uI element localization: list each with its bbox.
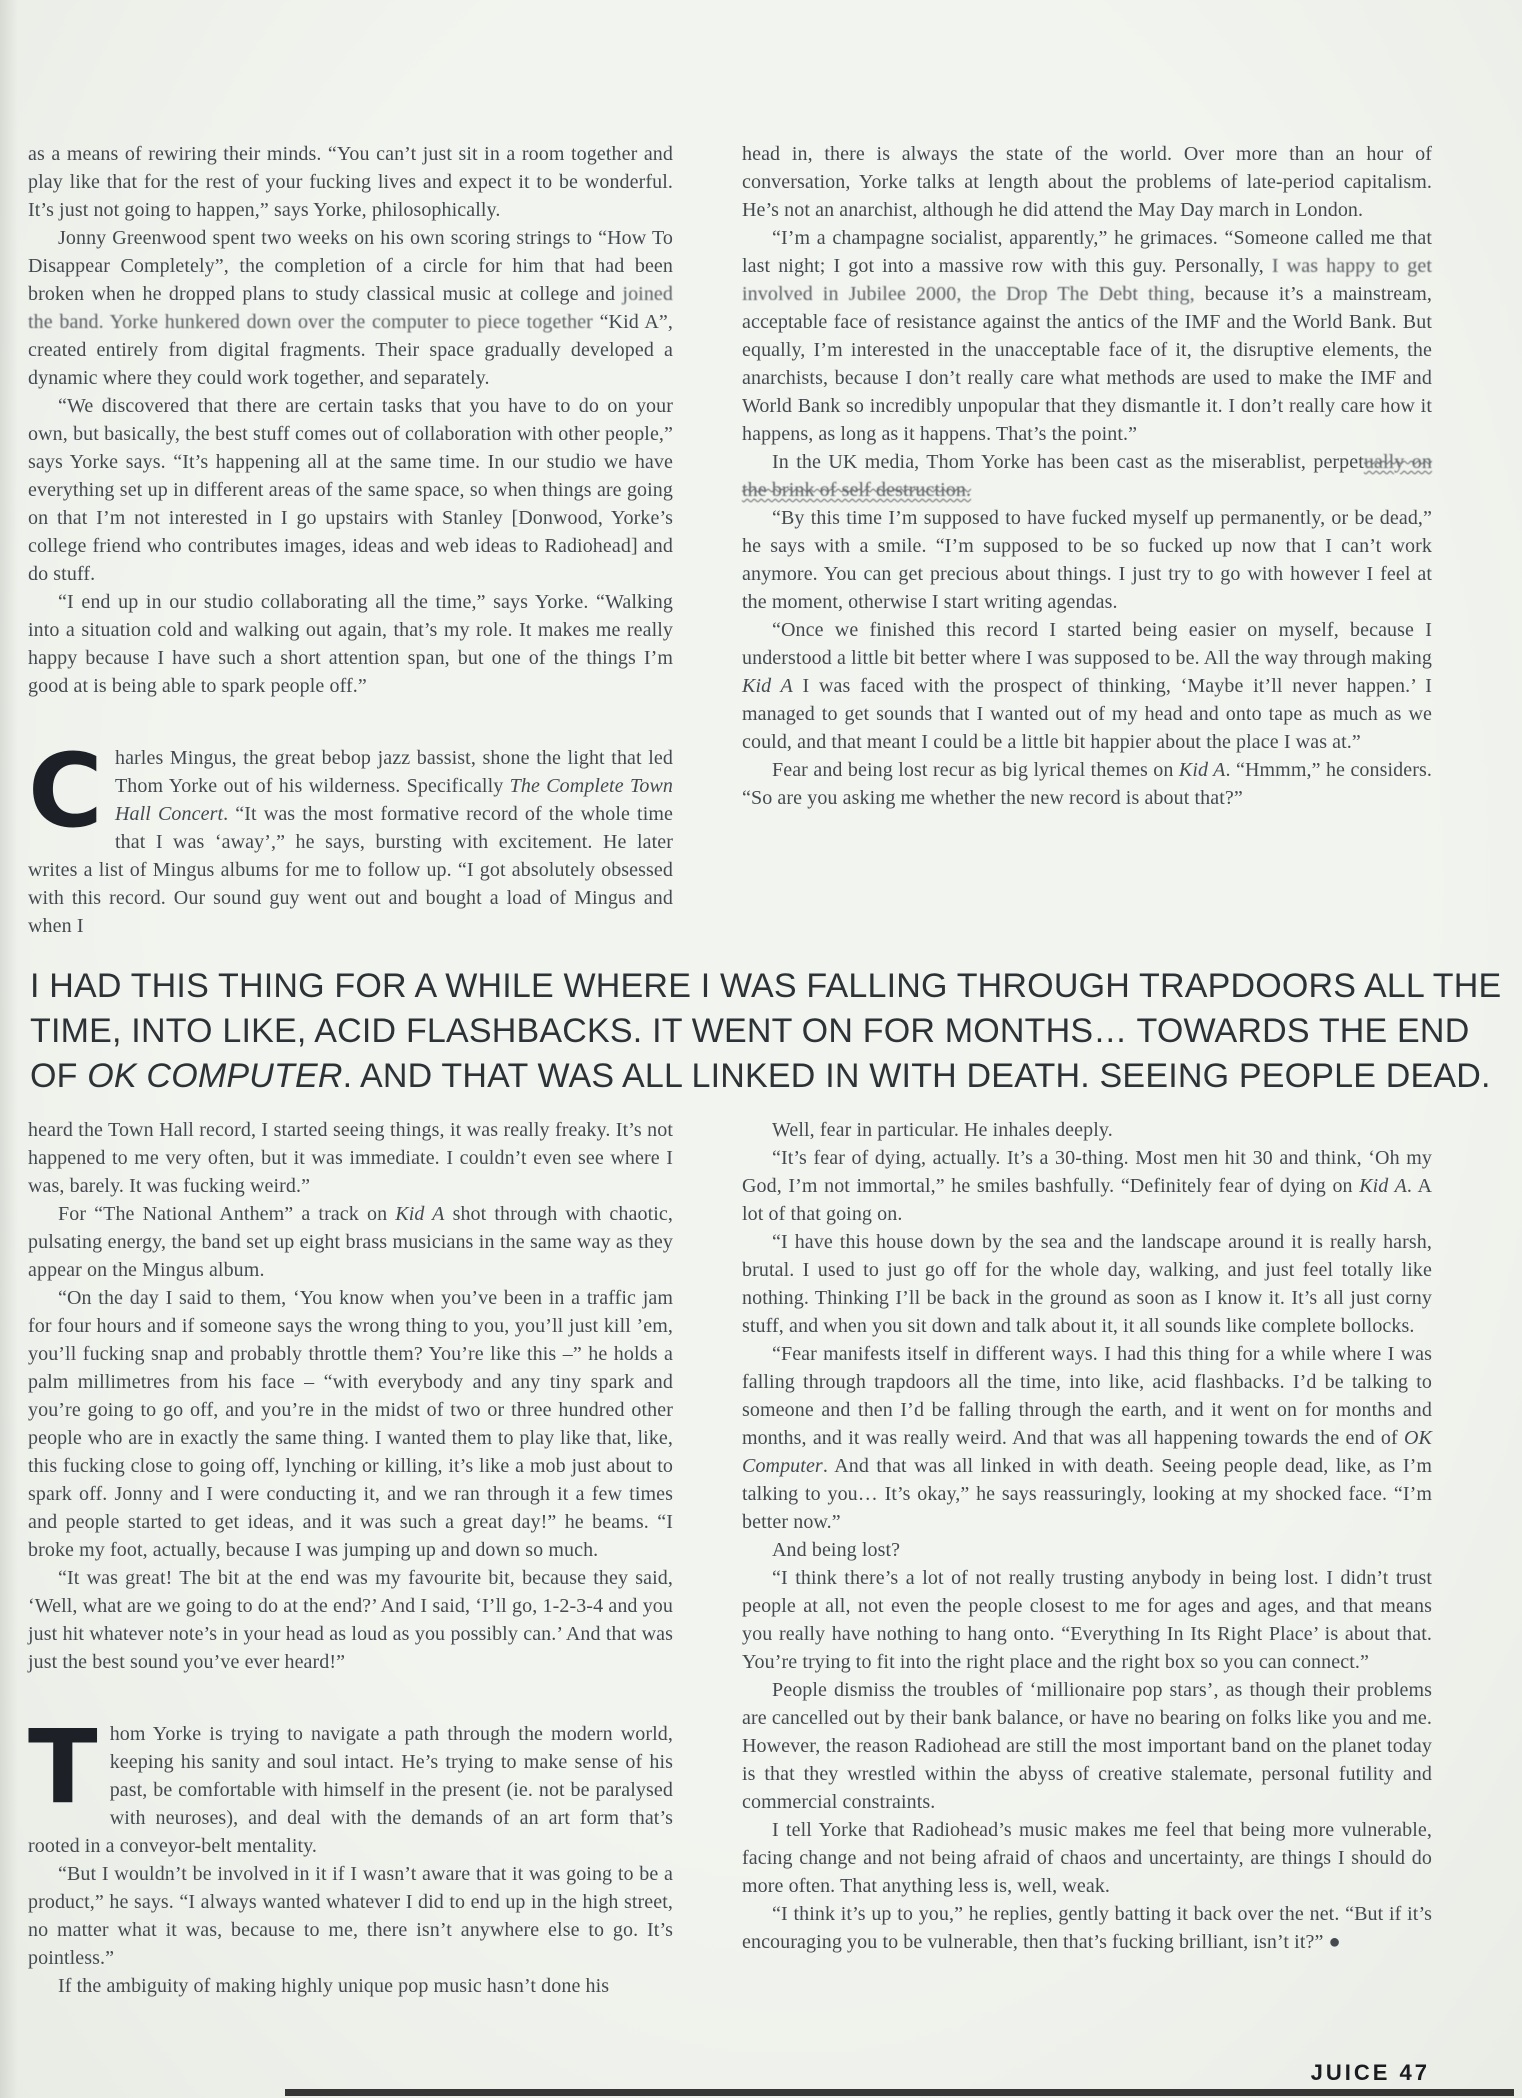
text-segment: “Fear manifests itself in different ways. I had this thing for a while where I was falling through trapdoors all the time, into like, acid flashbacks. I’d be talking to someone and then I’d be falling through the earth, and it went on for months and months, and it was really weird. And that was all happening towards the end of <box>742 1343 1432 1449</box>
paragraph <box>742 1116 1432 1144</box>
text-segment: “Kid A”, created entirely from digital fragments. Their space gradually developed a dynamic where they could work together, and separately. <box>28 311 673 389</box>
text-segment: “I think it’s up to you,” he replies, gently batting it back over the net. “But if it’s encouraging you to be vulnerable, then that’s fucking brilliant, isn’t it?” ● <box>742 1903 1432 1953</box>
article-column-bottom-right <box>742 1116 1432 1956</box>
paragraph <box>28 1972 673 2000</box>
text-segment: because it’s a mainstream, acceptable face of resistance against the antics of the IMF and the World Bank. But equally, I’m interested in the unacceptable face of it, the disruptive elements, the anarchists, because I don’t really care what methods are used to make the IMF and World Bank so incredibly unpopular that they dismantle it. I don’t really care how it happens, as long as it happens. That’s the point.” <box>742 283 1432 445</box>
text-segment: as a means of rewiring their minds. “You can’t just sit in a room together and play like that for the rest of your fucking lives and expect it to be wonderful. It’s just not going to happen,” says Yorke, philosophically. <box>28 143 673 221</box>
text-segment: I HAD THIS THING FOR A WHILE WHERE I WAS FALLING THROUGH TRAPDOORS ALL THE <box>30 967 1502 1005</box>
text-segment: joined the band. Yorke hunkered down over the computer to piece together <box>28 283 673 333</box>
paragraph <box>742 1536 1432 1564</box>
text-segment: “By this time I’m supposed to have fucked myself up permanently, or be dead,” he says with a smile. “I’m supposed to be so fucked up now that I can’t work anymore. You can get precious about things. I just try to go with however I feel at the moment, otherwise I start writing agendas. <box>742 507 1432 613</box>
article-column-top-left <box>28 140 673 940</box>
text-segment: . AND THAT WAS ALL LINKED IN WITH DEATH. SEEING PEOPLE DEAD. <box>342 1057 1491 1095</box>
article-section <box>742 140 1432 812</box>
text-segment: . “Hmmm,” he considers. “So are you asking me whether the new record is about that?” <box>742 759 1432 809</box>
article-section-dropcap <box>28 732 673 940</box>
paragraph <box>28 140 673 224</box>
pull-quote-line <box>30 1009 1502 1054</box>
article-section-dropcap <box>28 1708 673 2000</box>
paragraph <box>28 1116 673 1200</box>
text-segment: Fear and being lost recur as big lyrical themes on <box>772 759 1179 781</box>
page-number: JUICE 47 <box>1310 2060 1430 2085</box>
text-segment: If the ambiguity of making highly unique pop music hasn’t done his <box>58 1975 610 1997</box>
text-segment: “On the day I said to them, ‘You know when you’ve been in a traffic jam for four hours and if someone says the wrong thing to you, you’ll just kill ’em, you’ll fucking snap and probably throttle them? You’re like this –” he holds a palm millimetres from his face – “with everybody and any tiny spark and you’re going to go off, and you’re in the midst of two or three hundred other people who are in exactly the same thing. I wanted them to play like that, like, this fucking close to going off, lynching or killing, it’s like a mob just about to spark off. Jonny and I were conducting it, and we ran through it a few times and people started to get ideas, and it was such a great day!” he beams. “I broke my foot, actually, because I was jumping up and down so much. <box>28 1287 673 1561</box>
scan-edge-shadow <box>0 0 18 2098</box>
text-segment: “It was great! The bit at the end was my favourite bit, because they said, ‘Well, what are we going to do at the end?’ And I said, ‘I’ll go, 1-2-3-4 and you just hit whatever note’s in your head as loud as you possibly can.’ And that was just the best sound you’ve ever heard!” <box>28 1567 673 1673</box>
paragraph <box>742 1816 1432 1900</box>
text-segment: I was faced with the prospect of thinking, ‘Maybe it’ll never happen.’ I managed to get sounds that I wanted out of my head and onto tape as much as we could, and that meant I could be a little bit happier about the place I was at.” <box>742 675 1432 753</box>
paragraph <box>742 1900 1432 1956</box>
text-segment: And being lost? <box>772 1539 901 1561</box>
article-section <box>28 140 673 700</box>
text-segment: Jonny Greenwood spent two weeks on his own scoring strings to “How To Disappear Completely”, the completion of a circle for him that had been broken when he dropped plans to study classical music at college and <box>28 227 673 305</box>
text-segment: shot through with chaotic, pulsating energy, the band set up eight brass musicians in the same way as they appear on the Mingus album. <box>28 1203 673 1281</box>
paragraph <box>28 1860 673 1972</box>
paragraph <box>742 1564 1432 1676</box>
text-segment: “It’s fear of dying, actually. It’s a 30-thing. Most men hit 30 and think, ‘Oh my God, I’m not immortal,” he smiles bashfully. “Definitely fear of dying on <box>742 1147 1432 1197</box>
paragraph <box>742 224 1432 448</box>
paragraph <box>742 1340 1432 1536</box>
paragraph <box>28 224 673 392</box>
text-segment: ually on the brink of self destruction. <box>742 451 1432 501</box>
text-segment: “We discovered that there are certain tasks that you have to do on your own, but basically, the best stuff comes out of collaboration with other people,” says Yorke says. “It’s happening all at the same time. In our studio we have everything set up in different areas of the same space, so when things are going on that I’m not interested in I go upstairs with Stanley [Donwood, Yorke’s college friend who contributes images, ideas and web ideas to Radiohead] and do stuff. <box>28 395 673 585</box>
text-segment: “Once we finished this record I started being easier on myself, because I understood a little bit better where I was supposed to be. All the way through making <box>742 619 1432 669</box>
text-segment: . “It was the most formative record of the whole time that I was ‘away’,” he says, bursting with excitement. He later writes a list of Mingus albums for me to follow up. “I got absolutely obsessed with this record. Our sound guy went out and bought a load of Mingus and when I <box>28 803 673 937</box>
text-segment: Kid A <box>1178 759 1226 781</box>
paragraph <box>742 616 1432 756</box>
paragraph <box>742 1676 1432 1816</box>
text-segment: Kid A <box>395 1203 445 1225</box>
text-segment: Kid A <box>742 675 793 697</box>
paragraph <box>742 140 1432 224</box>
text-segment: “But I wouldn’t be involved in it if I wasn’t aware that it was going to be a product,” he says. “I always wanted whatever I did to end up in the high street, no matter what it was, because to me, there isn’t anywhere else to go. It’s pointless.” <box>28 1863 673 1969</box>
paragraph <box>742 1228 1432 1340</box>
paragraph <box>28 392 673 588</box>
text-segment: “I’m a champagne socialist, apparently,” he grimaces. “Someone called me that last night; I got into a massive row with this guy. Personally, <box>742 227 1432 277</box>
drop-cap-letter: C <box>28 732 103 851</box>
text-segment: harles Mingus, the great bebop jazz bassist, shone the light that led Thom Yorke out of his wilderness. Specifically <box>114 747 673 797</box>
article-section <box>28 1116 673 1676</box>
pull-quote-line <box>30 1054 1502 1099</box>
text-segment: TIME, INTO LIKE, ACID FLASHBACKS. IT WENT ON FOR MONTHS… TOWARDS THE END <box>30 1012 1470 1050</box>
text-segment: heard the Town Hall record, I started seeing things, it was really freaky. It’s not happened to me very often, but it was immediate. I couldn’t even see where I was, barely. It was fucking weird.” <box>28 1119 673 1197</box>
text-segment: head in, there is always the state of the world. Over more than an hour of conversation, Yorke talks at length about the problems of late-period capitalism. He’s not an anarchist, although he did attend the May Day march in London. <box>742 143 1432 221</box>
text-segment: . A lot of that going on. <box>742 1175 1432 1225</box>
text-segment: In the UK media, Thom Yorke has been cast as the miserablist, perpet <box>772 451 1364 473</box>
text-segment: “I end up in our studio collaborating all the time,” says Yorke. “Walking into a situation cold and walking out again, that’s my role. It makes me really happy because I have such a short attention span, but one of the things I’m good at is being able to spark people off.” <box>28 591 673 697</box>
paragraph <box>742 1144 1432 1228</box>
paragraph <box>28 1200 673 1284</box>
paragraph <box>742 756 1432 812</box>
text-segment: “I have this house down by the sea and the landscape around it is really harsh, brutal. I used to just go off for the whole day, walking, and just feel totally like nothing. Thinking I’ll be back in the ground as soon as I know it. It’s all just corny stuff, and when you sit down and talk about it, it all sounds like complete bollocks. <box>742 1231 1432 1337</box>
text-segment: . And that was all linked in with death. Seeing people dead, like, as I’m talking to you… It’s okay,” he says reassuringly, looking at my shocked face. “I’m better now.” <box>742 1455 1432 1533</box>
text-segment: The Complete Town Hall Concert <box>114 775 673 825</box>
text-segment: “I think there’s a lot of not really trusting anybody in being lost. I didn’t trust people at all, not even the people closest to me for ages and ages, and that means you really have nothing to hang onto. “Everything In Its Right Place’ is about that. You’re trying to fit into the right place and the right box so you can connect.” <box>742 1567 1432 1673</box>
paragraph <box>28 732 673 940</box>
paragraph <box>742 504 1432 616</box>
paragraph <box>28 1564 673 1676</box>
pull-quote <box>30 964 1502 1099</box>
text-segment: OF <box>30 1057 88 1095</box>
text-segment: Kid A <box>1359 1175 1407 1197</box>
article-column-top-right <box>742 140 1432 812</box>
text-segment: For “The National Anthem” a track on <box>58 1203 396 1225</box>
bottom-edge-bar <box>285 2089 1514 2096</box>
text-segment: OK Computer <box>742 1427 1432 1477</box>
text-segment: I tell Yorke that Radiohead’s music makes me feel that being more vulnerable, facing change and not being afraid of chaos and uncertainty, are things I should do more often. That anything less is, well, weak. <box>742 1819 1432 1897</box>
text-segment: OK COMPUTER <box>87 1057 343 1095</box>
drop-cap-letter: T <box>28 1708 98 1827</box>
text-segment: People dismiss the troubles of ‘millionaire pop stars’, as though their problems are cancelled out by their bank balance, or have no bearing on folks like you and me. However, the reason Radiohead are still the most important band on the planet today is that they wrestled within the abyss of creative stalemate, personal futility and commercial constraints. <box>742 1679 1432 1813</box>
paragraph <box>28 1284 673 1564</box>
text-segment: hom Yorke is trying to navigate a path through the modern world, keeping his sanity and soul intact. He’s trying to make sense of his past, be comfortable with himself in the present (ie. not be paralysed with neuroses), and deal with the demands of an art form that’s rooted in a conveyor-belt mentality. <box>28 1723 673 1857</box>
article-section <box>742 1116 1432 1956</box>
paragraph <box>28 1708 673 1860</box>
paragraph <box>28 588 673 700</box>
text-segment: I was happy to get involved in Jubilee 2000, the Drop The Debt thing, <box>742 255 1432 305</box>
paragraph <box>742 448 1432 504</box>
text-segment: Well, fear in particular. He inhales deeply. <box>772 1119 1113 1141</box>
pull-quote-line <box>30 964 1502 1009</box>
article-column-bottom-left <box>28 1116 673 2000</box>
